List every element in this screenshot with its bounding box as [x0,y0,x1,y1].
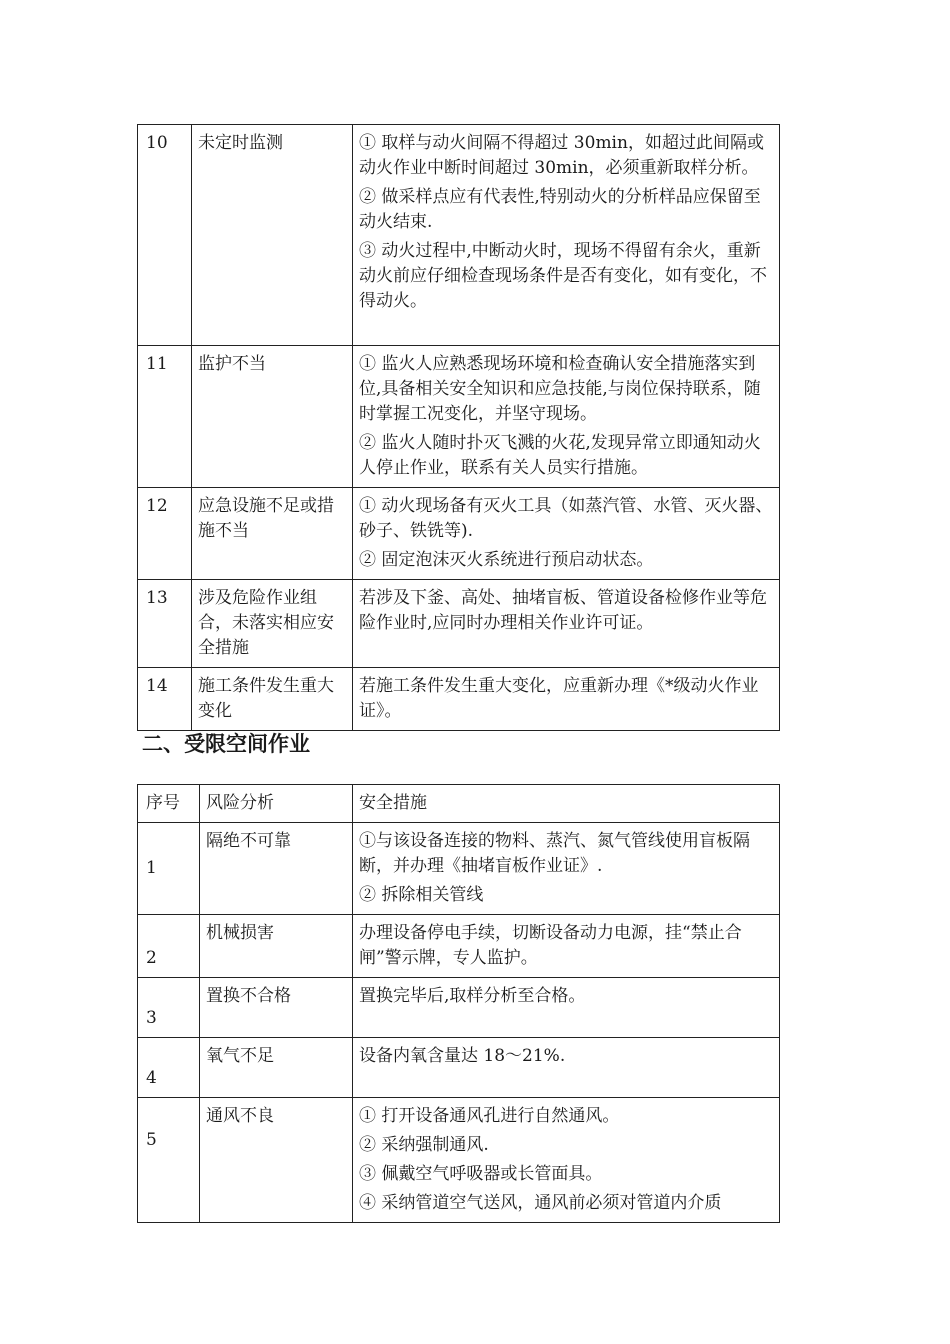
measures-cell [353,488,780,580]
measures-cell [353,125,780,346]
header-number: 序号 [138,785,200,823]
measure-item: 设备内氧含量达 18～21%. [359,1046,566,1066]
table-row [138,978,780,1038]
measure-item: 办理设备停电手续，切断设备动力电源，挂“禁止合闸”警示牌，专人监护。 [359,923,742,968]
risk-cell: 涉及危险作业组合，未落实相应安全措施 [192,580,353,668]
measure-item: ① 取样与动火间隔不得超过 30min，如超过此间隔或动火作业中断时间超过 30min，必须重新取样分析。 [359,133,764,178]
row-number: 13 [138,580,192,668]
measures-cell [353,823,780,915]
measures-cell [353,915,780,978]
measure-item: ② 拆除相关管线 [359,885,484,905]
risk-cell: 置换不合格 [200,978,353,1038]
row-number: 4 [138,1038,200,1098]
table-row [138,1098,780,1223]
table-row [138,1038,780,1098]
risk-cell: 通风不良 [200,1098,353,1223]
table-row [138,823,780,915]
risk-cell: 隔绝不可靠 [200,823,353,915]
measure-item: ② 固定泡沫灭火系统进行预启动状态。 [359,550,654,570]
row-number: 1 [138,823,200,915]
measures-cell [353,1098,780,1223]
measure-item: 置换完毕后,取样分析至合格。 [359,986,586,1006]
table-row [138,915,780,978]
measures-cell [353,668,780,731]
measures-cell [353,346,780,488]
measures-cell [353,1038,780,1098]
table-row [138,668,780,731]
measure-item: 若涉及下釜、高处、抽堵盲板、管道设备检修作业等危险作业时,应同时办理相关作业许可证。 [359,588,767,633]
table-row [138,488,780,580]
measures-cell [353,580,780,668]
header-risk: 风险分析 [200,785,353,823]
measure-item: ② 采纳强制通风. [359,1135,489,1155]
risk-cell: 施工条件发生重大变化 [192,668,353,731]
measure-item: 若施工条件发生重大变化，应重新办理《*级动火作业证》。 [359,676,759,721]
measure-item: ④ 采纳管道空气送风，通风前必须对管道内介质 [359,1193,722,1213]
section-heading: 二、受限空间作业 [142,732,310,756]
measure-item: ① 打开设备通风孔进行自然通风。 [359,1106,620,1126]
confined-space-risk-table [137,784,780,1223]
row-number: 5 [138,1098,200,1223]
measure-item: ① 监火人应熟悉现场环境和检查确认安全措施落实到位,具备相关安全知识和应急技能,与岗位保持联系，随时掌握工况变化，并坚守现场。 [359,354,761,424]
table-row [138,580,780,668]
row-number: 11 [138,346,192,488]
measure-item: ③ 佩戴空气呼吸器或长管面具。 [359,1164,603,1184]
measure-item: ①与该设备连接的物料、蒸汽、氮气管线使用盲板隔断，并办理《抽堵盲板作业证》. [359,831,750,876]
row-number: 2 [138,915,200,978]
table-row [138,125,780,346]
row-number: 10 [138,125,192,346]
measure-item: ② 监火人随时扑灭飞溅的火花,发现异常立即通知动火人停止作业，联系有关人员实行措施。 [359,433,761,478]
risk-cell: 未定时监测 [192,125,353,346]
risk-cell: 氧气不足 [200,1038,353,1098]
row-number: 3 [138,978,200,1038]
row-number: 12 [138,488,192,580]
hot-work-risk-table [137,124,780,731]
measure-item: ② 做采样点应有代表性,特别动火的分析样品应保留至动火结束. [359,187,761,232]
measure-item: ① 动火现场备有灭火工具（如蒸汽管、水管、灭火器、砂子、铁铣等). [359,496,773,541]
risk-cell: 监护不当 [192,346,353,488]
risk-cell: 应急设施不足或措施不当 [192,488,353,580]
measures-cell [353,978,780,1038]
measure-item: ③ 动火过程中,中断动火时，现场不得留有余火，重新动火前应仔细检查现场条件是否有变化，如有变化，不得动火。 [359,241,767,311]
table-row [138,346,780,488]
header-measures: 安全措施 [353,785,780,823]
row-number: 14 [138,668,192,731]
risk-cell: 机械损害 [200,915,353,978]
table-header-row [138,785,780,823]
